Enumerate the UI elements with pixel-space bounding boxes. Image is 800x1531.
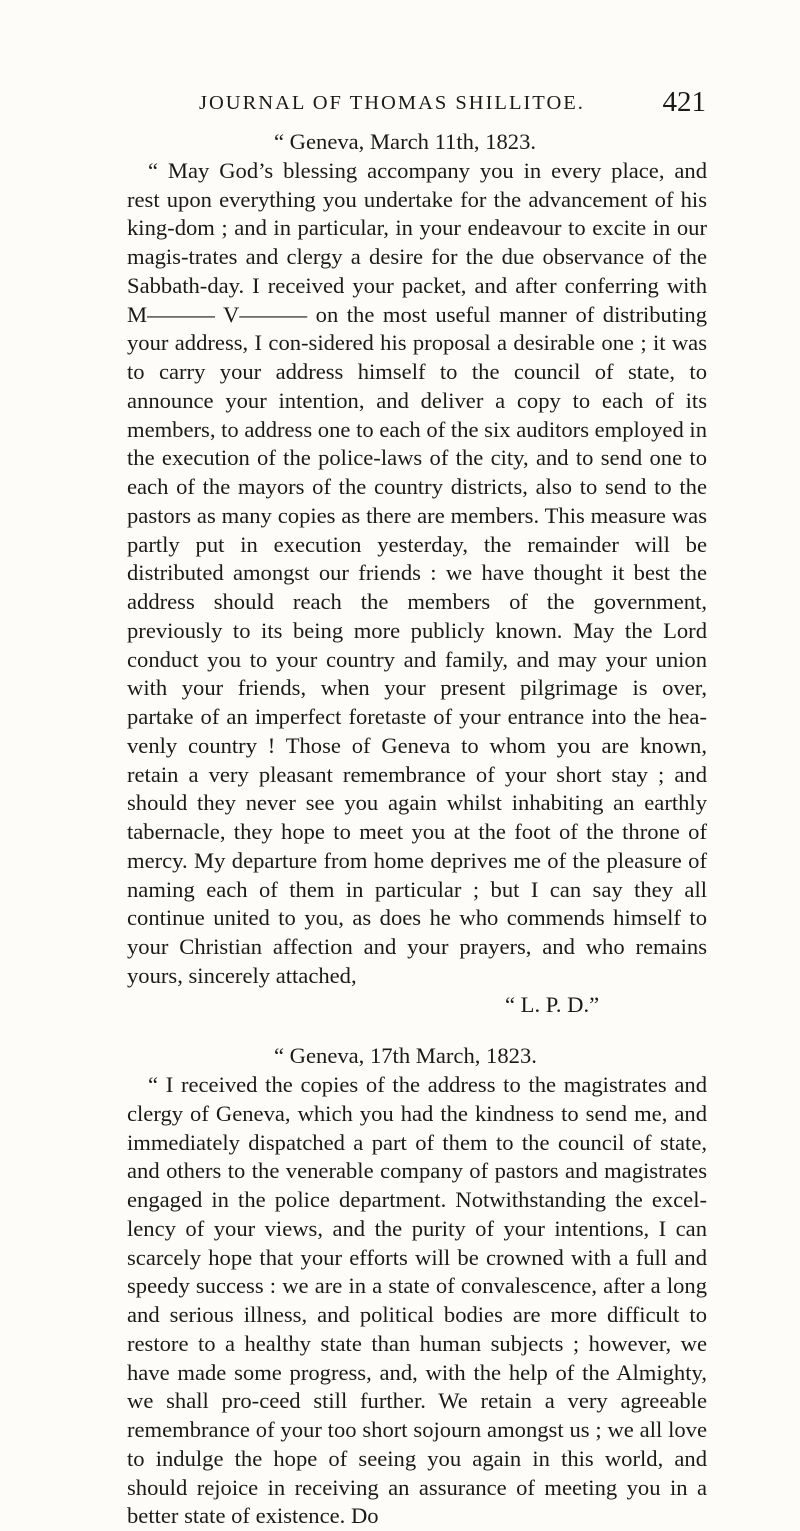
letter-2-dateline: “ Geneva, 17th March, 1823. xyxy=(274,1043,537,1069)
letter-1-dateline: “ Geneva, March 11th, 1823. xyxy=(274,129,537,154)
running-title: JOURNAL OF THOMAS SHILLITOE. xyxy=(199,92,585,114)
page-text xyxy=(127,128,707,1531)
page-number: 421 xyxy=(662,86,706,118)
letter-1-body: “ May God’s blessing accompany you in every place, and rest upon everything you undertake for the advancement of his king-dom ; and in particular, in your endeavour to excite in our magis-trates and clergy a desire for the due observance of the Sabbath-day. I received your packet, and after conferring with M——— V——— on the most useful manner of distributing your address, I con-sidered his proposal a desirable one ; it was to carry your address himself to the council of state, to announce your intention, and deliver a copy to each of its members, to address one to each of the six auditors employed in the execution of the police-laws of the city, and to send one to each of the mayors of the country districts, also to send to the pastors as many copies as there are members. This measure was partly put in execution yesterday, the remainder will be distributed amongst our friends : we have thought it best the address should reach the members of the government, previously to its being more publicly known. May the Lord conduct you to your country and family, and may your union with your friends, when your present pilgrimage is over, partake of an imperfect foretaste of your entrance into the hea-venly country ! Those of Geneva to whom you are known, retain a very pleasant remembrance of your short stay ; and should they never see you again whilst inhabiting an earthly tabernacle, they hope to meet you at the foot of the throne of mercy. My departure from home deprives me of the pleasure of naming each of them in particular ; but I can say they all continue united to you, as does he who commends himself to your Christian affection and your prayers, and who remains yours, sincerely attached, xyxy=(127,157,707,988)
page-header xyxy=(199,86,706,126)
letter-separator xyxy=(127,1019,707,1042)
letter-1-signature: “ L. P. D.” xyxy=(505,991,600,1017)
letter-2-body: “ I received the copies of the address to the magistrates and clergy of Geneva, which you had the kindness to send me, and immediately dispatched a part of them to the council of state, and others to the venerable company of pastors and magistrates engaged in the police department. Notwithstanding the excel-lency of your views, and the purity of your intentions, I can scarcely hope that your efforts will be crowned with a full and speedy success : we are in a state of convalescence, after a long and serious illness, and political bodies are more difficult to restore to a healthy state than human subjects ; however, we have made some progress, and, with the help of the Almighty, we shall pro-ceed still further. We retain a very agreeable remembrance of your too short sojourn amongst us ; we all love to indulge the hope of seeing you again in this world, and should rejoice in receiving an assurance of meeting you in a better state of existence. Do xyxy=(127,1072,707,1529)
